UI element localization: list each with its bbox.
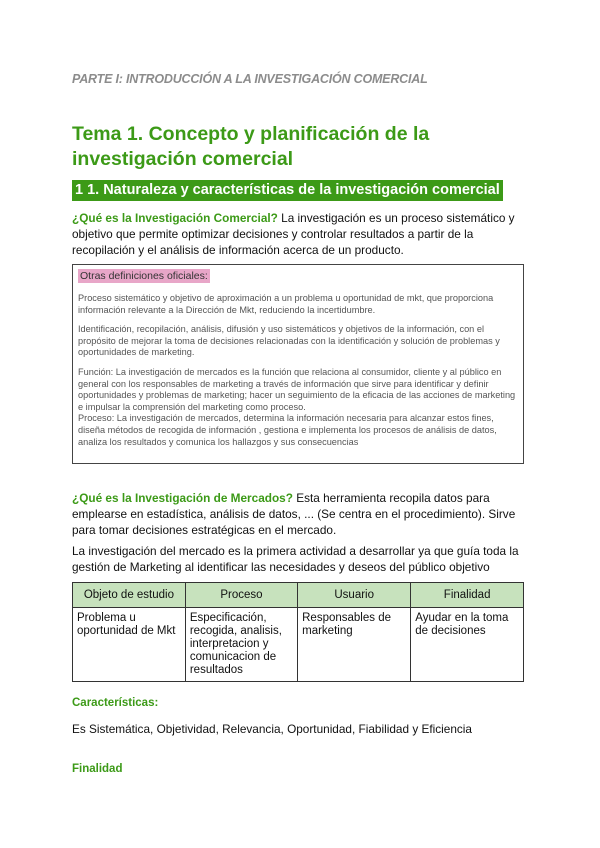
table-header: Finalidad [411, 583, 524, 608]
definitions-box [72, 264, 524, 464]
table-cell: Responsables de marketing [298, 608, 411, 682]
table-row [73, 608, 524, 682]
definition-proceso: Proceso: La investigación de mercados, determina la información necesaria para alcanzar estos fines, diseña métodos de recogida de información , gestiona e implementa los procesos de análisis de datos, analiza los resultados y comunica los hallazgos y sus consecuencias [78, 413, 497, 447]
part-title: PARTE I: INTRODUCCIÓN A LA INVESTIGACIÓN COMERCIAL [72, 72, 428, 86]
table-header: Usuario [298, 583, 411, 608]
question-answer: Esta herramienta recopila datos para emplearse en estadística, análisis de datos, ... (Se centra en el procedimiento). Sirve para tomar decisiones estratégicas en el mercado. [72, 491, 516, 537]
section-heading: 1 1. Naturaleza y características de la investigación comercial [72, 180, 503, 201]
question-label: ¿Qué es la Investigación de Mercados? [72, 491, 293, 505]
caracteristicas-text: Es Sistemática, Objetividad, Relevancia, Oportunidad, Fiabilidad y Eficiencia [72, 722, 472, 736]
table-cell: Problema u oportunidad de Mkt [73, 608, 186, 682]
question-label: ¿Qué es la Investigación Comercial? [72, 211, 278, 225]
table-header: Proceso [185, 583, 297, 608]
paragraph-investigacion-comercial [72, 210, 532, 258]
table-cell: Especificación, recogida, analisis, interpretacion y comunicacion de resultados [185, 608, 297, 682]
definition-funcion: Función: La investigación de mercados es la función que relaciona al consumidor, cliente y al público en general con los responsables de marketing a través de información que sirve para identificar y definir oportunidades y problemas de marketing; hacer un seguimiento de la eficacia de las acciones de marketing e impulsar la comprensión del marketing como proceso. [78, 366, 516, 412]
table-cell: Ayudar en la toma de decisiones [411, 608, 524, 682]
summary-table [72, 582, 524, 682]
paragraph-investigacion-mercados [72, 490, 532, 538]
caracteristicas-heading: Características: [72, 697, 159, 709]
definition-2: Identificación, recopilación, análisis, difusión y uso sistemáticos y objetivos de la información, con el propósito de mejorar la toma de decisiones relacionadas con la identificación y solución de problemas y oportunidades de marketing. [78, 324, 500, 358]
table-header: Objeto de estudio [73, 583, 186, 608]
question-answer: La investigación es un proceso sistemático y objetivo que permite optimizar decisiones y controlar resultados a partir de la recopilación y el análisis de información acerca de un producto. [72, 211, 515, 257]
definition-1: Proceso sistemático y objetivo de aproximación a un problema u oportunidad de mkt, que proporciona información relevante a la Dirección de Mkt, reduciendo la incertidumbre. [78, 293, 494, 315]
definitions-box-title: Otras definiciones oficiales: [80, 270, 208, 282]
paragraph-primera-actividad: La investigación del mercado es la primera actividad a desarrollar ya que guía toda la gestión de Marketing al identificar las necesidades y deseos del público objetivo [72, 544, 519, 574]
chapter-title: Tema 1. Concepto y planificación de la investigación comercial [72, 123, 430, 170]
table-header-row [73, 583, 524, 608]
finalidad-heading: Finalidad [72, 763, 123, 775]
